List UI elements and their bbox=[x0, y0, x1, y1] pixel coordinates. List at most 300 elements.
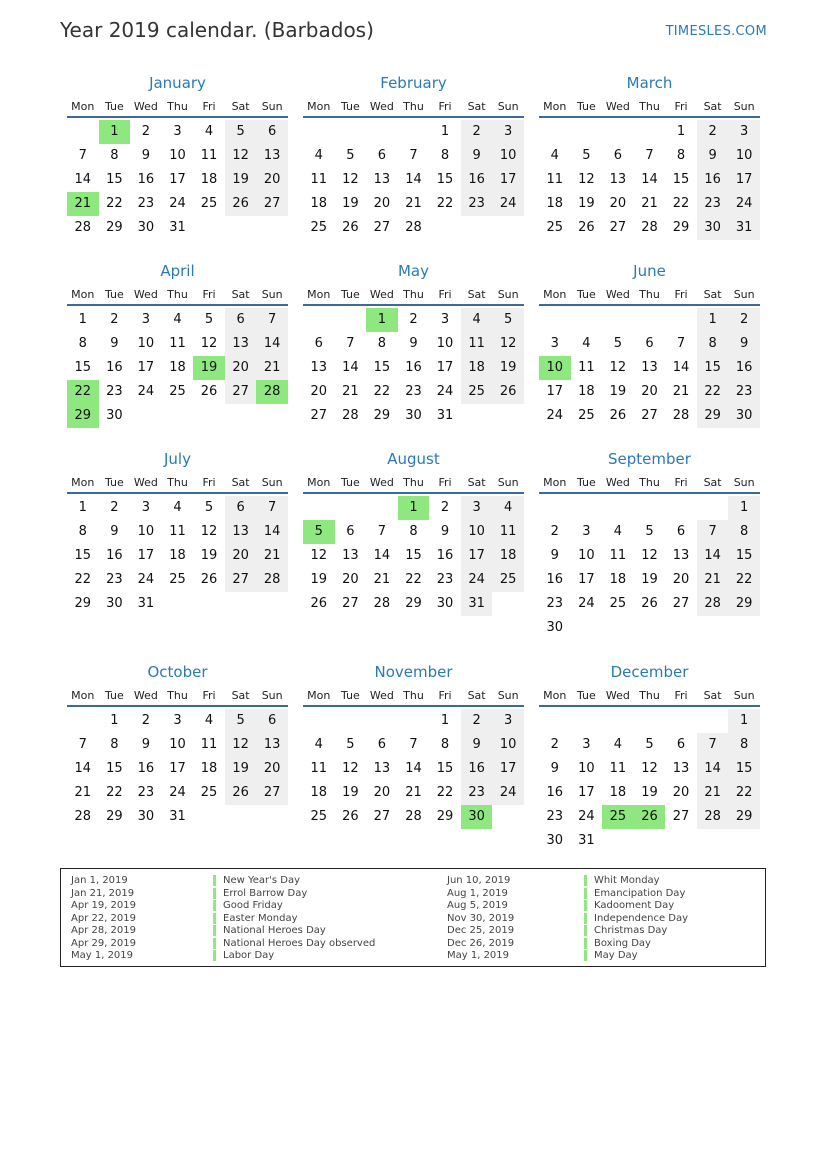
weekday-label: Wed bbox=[605, 100, 630, 113]
day-cell: 1 bbox=[78, 500, 87, 515]
weekday-label: Tue bbox=[340, 288, 360, 301]
empty-day-cell bbox=[461, 216, 493, 240]
week-row bbox=[67, 733, 288, 757]
day-cell: 28 bbox=[373, 596, 391, 611]
day-cell: 9 bbox=[728, 332, 760, 356]
weekday-label: Wed bbox=[133, 476, 158, 489]
day-cell: 25 bbox=[169, 572, 186, 587]
day-cell: 7 bbox=[645, 148, 654, 163]
day-cell: 27 bbox=[225, 380, 257, 404]
day-cell: 11 bbox=[609, 548, 627, 563]
week-row bbox=[539, 168, 760, 192]
weekday-label: Mon bbox=[71, 689, 95, 702]
day-cell: 11 bbox=[492, 520, 524, 544]
week-row bbox=[539, 192, 760, 216]
day-cell: 25 bbox=[546, 220, 564, 235]
weekday-label: Fri bbox=[202, 689, 216, 702]
day-cell: 23 bbox=[137, 785, 155, 800]
day-cell: 27 bbox=[373, 809, 391, 824]
week-row bbox=[67, 356, 288, 380]
day-cell: 17 bbox=[578, 785, 595, 800]
day-cell: 9 bbox=[550, 761, 559, 776]
day-cell: 5 bbox=[645, 524, 654, 539]
weekday-label: Sat bbox=[467, 476, 486, 489]
day-cell: 9 bbox=[461, 144, 493, 168]
legend-holiday-name: New Year's Day bbox=[213, 875, 300, 886]
month-weeks bbox=[67, 709, 288, 829]
legend-date: Jan 1, 2019 bbox=[71, 875, 128, 886]
day-cell: 8 bbox=[110, 148, 119, 163]
empty-day-cell bbox=[162, 592, 194, 616]
week-row bbox=[67, 805, 288, 829]
day-cell: 3 bbox=[461, 496, 493, 520]
month-title: June bbox=[633, 262, 666, 280]
week-row bbox=[303, 192, 524, 216]
holiday-day-cell: 1 bbox=[398, 496, 430, 520]
empty-day-cell bbox=[665, 709, 697, 733]
weekday-label: Thu bbox=[639, 100, 660, 113]
week-row bbox=[67, 404, 288, 428]
day-cell: 28 bbox=[256, 568, 288, 592]
legend-holiday-name: Good Friday bbox=[213, 900, 283, 911]
weekday-header bbox=[303, 286, 524, 306]
day-cell: 3 bbox=[440, 312, 450, 327]
day-cell: 11 bbox=[578, 360, 595, 375]
empty-day-cell bbox=[697, 709, 729, 733]
month-february bbox=[303, 73, 524, 261]
day-cell: 23 bbox=[436, 572, 454, 587]
day-cell: 15 bbox=[728, 757, 760, 781]
month-title: December bbox=[610, 663, 689, 681]
day-cell: 5 bbox=[204, 312, 214, 327]
weekday-label: Mon bbox=[71, 100, 95, 113]
empty-day-cell bbox=[67, 120, 99, 144]
empty-day-cell bbox=[303, 709, 335, 733]
legend-line bbox=[584, 913, 688, 926]
day-cell: 30 bbox=[106, 408, 123, 423]
empty-day-cell bbox=[225, 592, 257, 616]
day-cell: 2 bbox=[697, 120, 729, 144]
day-cell: 1 bbox=[676, 124, 686, 139]
month-title: October bbox=[147, 663, 208, 681]
day-cell: 27 bbox=[256, 192, 288, 216]
day-cell: 7 bbox=[377, 524, 387, 539]
day-cell: 22 bbox=[728, 568, 760, 592]
day-cell: 25 bbox=[578, 408, 595, 423]
day-cell: 23 bbox=[461, 192, 493, 216]
day-cell: 18 bbox=[609, 572, 627, 587]
day-cell: 13 bbox=[256, 144, 288, 168]
day-cell: 28 bbox=[672, 408, 690, 423]
weekday-label: Tue bbox=[104, 689, 124, 702]
day-cell: 16 bbox=[106, 548, 123, 563]
week-row bbox=[303, 356, 524, 380]
day-cell: 9 bbox=[141, 148, 151, 163]
empty-day-cell bbox=[162, 404, 194, 428]
day-cell: 16 bbox=[106, 360, 123, 375]
day-cell: 5 bbox=[225, 120, 257, 144]
day-cell: 14 bbox=[697, 757, 729, 781]
day-cell: 28 bbox=[405, 809, 422, 824]
day-cell: 8 bbox=[78, 336, 87, 351]
day-cell: 24 bbox=[492, 781, 524, 805]
day-cell: 9 bbox=[110, 524, 119, 539]
empty-day-cell bbox=[602, 616, 634, 640]
day-cell: 11 bbox=[461, 332, 493, 356]
week-row bbox=[67, 380, 288, 404]
empty-day-cell bbox=[335, 709, 367, 733]
empty-day-cell bbox=[539, 120, 571, 144]
weekday-label: Sat bbox=[703, 476, 722, 489]
weekday-label: Wed bbox=[369, 288, 394, 301]
day-cell: 3 bbox=[728, 120, 760, 144]
day-cell: 16 bbox=[728, 356, 760, 380]
day-cell: 18 bbox=[578, 384, 595, 399]
month-july bbox=[67, 449, 288, 662]
day-cell: 8 bbox=[78, 524, 87, 539]
day-cell: 29 bbox=[373, 408, 391, 423]
day-cell: 17 bbox=[461, 544, 493, 568]
weekday-label: Thu bbox=[167, 288, 188, 301]
holiday-day-cell: 21 bbox=[67, 192, 99, 216]
day-cell: 4 bbox=[550, 148, 559, 163]
day-cell: 30 bbox=[137, 220, 155, 235]
day-cell: 20 bbox=[225, 356, 257, 380]
day-cell: 30 bbox=[436, 596, 454, 611]
week-row bbox=[539, 592, 760, 616]
day-cell: 18 bbox=[546, 196, 564, 211]
empty-day-cell bbox=[539, 496, 571, 520]
month-weeks bbox=[539, 308, 760, 428]
day-cell: 25 bbox=[310, 220, 328, 235]
day-cell: 23 bbox=[728, 380, 760, 404]
day-cell: 14 bbox=[256, 520, 288, 544]
day-cell: 2 bbox=[550, 524, 559, 539]
day-cell: 1 bbox=[78, 312, 87, 327]
empty-day-cell bbox=[602, 496, 634, 520]
day-cell: 24 bbox=[436, 384, 454, 399]
week-row bbox=[539, 781, 760, 805]
day-cell: 2 bbox=[141, 124, 151, 139]
day-cell: 7 bbox=[346, 336, 355, 351]
day-cell: 27 bbox=[641, 408, 658, 423]
day-cell: 22 bbox=[405, 572, 422, 587]
empty-day-cell bbox=[634, 120, 666, 144]
empty-day-cell bbox=[539, 709, 571, 733]
weekday-label: Mon bbox=[543, 100, 567, 113]
day-cell: 18 bbox=[609, 785, 627, 800]
day-cell: 22 bbox=[373, 384, 391, 399]
day-cell: 22 bbox=[106, 785, 123, 800]
weekday-header bbox=[67, 474, 288, 494]
day-cell: 28 bbox=[342, 408, 359, 423]
week-row bbox=[303, 568, 524, 592]
day-cell: 29 bbox=[436, 809, 454, 824]
day-cell: 5 bbox=[613, 336, 623, 351]
day-cell: 3 bbox=[582, 524, 591, 539]
empty-day-cell bbox=[665, 616, 697, 640]
day-cell: 1 bbox=[440, 713, 450, 728]
day-cell: 29 bbox=[74, 596, 92, 611]
day-cell: 24 bbox=[461, 568, 493, 592]
legend-line bbox=[584, 875, 688, 888]
day-cell: 7 bbox=[697, 520, 729, 544]
weekday-label: Thu bbox=[167, 689, 188, 702]
day-cell: 20 bbox=[373, 196, 391, 211]
day-cell: 3 bbox=[141, 500, 151, 515]
day-cell: 31 bbox=[169, 220, 186, 235]
day-cell: 10 bbox=[492, 733, 524, 757]
weekday-label: Sat bbox=[703, 100, 722, 113]
empty-day-cell bbox=[665, 829, 697, 853]
day-cell: 20 bbox=[256, 168, 288, 192]
month-title: April bbox=[160, 262, 195, 280]
week-row bbox=[303, 144, 524, 168]
month-title: November bbox=[374, 663, 453, 681]
weekday-label: Mon bbox=[307, 288, 331, 301]
month-weeks bbox=[539, 120, 760, 240]
legend-holiday-name: Christmas Day bbox=[584, 925, 667, 936]
day-cell: 19 bbox=[342, 785, 359, 800]
weekday-label: Tue bbox=[576, 476, 596, 489]
empty-day-cell bbox=[303, 120, 335, 144]
day-cell: 15 bbox=[672, 172, 690, 187]
weekday-label: Fri bbox=[438, 100, 452, 113]
weekday-label: Mon bbox=[71, 288, 95, 301]
day-cell: 19 bbox=[200, 548, 218, 563]
week-row bbox=[67, 757, 288, 781]
legend-date: Jan 21, 2019 bbox=[71, 887, 135, 899]
empty-day-cell bbox=[193, 805, 225, 829]
day-cell: 21 bbox=[697, 568, 729, 592]
weekday-label: Mon bbox=[543, 689, 567, 702]
day-cell: 27 bbox=[609, 220, 627, 235]
day-cell: 12 bbox=[200, 524, 218, 539]
day-cell: 10 bbox=[578, 761, 595, 776]
day-cell: 16 bbox=[461, 168, 493, 192]
day-cell: 2 bbox=[440, 500, 450, 515]
legend-date: Dec 26, 2019 bbox=[447, 937, 515, 949]
day-cell: 6 bbox=[676, 737, 686, 752]
day-cell: 8 bbox=[377, 336, 387, 351]
calendar-grid bbox=[67, 73, 760, 850]
empty-day-cell bbox=[335, 120, 367, 144]
holiday-day-cell: 1 bbox=[99, 120, 131, 144]
day-cell: 24 bbox=[728, 192, 760, 216]
day-cell: 28 bbox=[641, 220, 658, 235]
day-cell: 27 bbox=[373, 220, 391, 235]
day-cell: 2 bbox=[461, 709, 493, 733]
day-cell: 10 bbox=[137, 336, 155, 351]
legend-date: Dec 25, 2019 bbox=[447, 925, 515, 936]
month-weeks bbox=[303, 120, 524, 240]
day-cell: 6 bbox=[225, 308, 257, 332]
day-cell: 21 bbox=[405, 196, 422, 211]
weekday-label: Fri bbox=[202, 100, 216, 113]
legend-holiday-name: Errol Barrow Day bbox=[213, 888, 307, 899]
month-weeks bbox=[539, 709, 760, 853]
legend-line bbox=[584, 900, 688, 913]
weekday-label: Wed bbox=[133, 100, 158, 113]
month-title: August bbox=[387, 450, 440, 468]
day-cell: 16 bbox=[546, 785, 564, 800]
weekday-label: Sat bbox=[467, 100, 486, 113]
legend-line bbox=[584, 888, 688, 901]
day-cell: 2 bbox=[550, 737, 559, 752]
empty-day-cell bbox=[492, 216, 524, 240]
day-cell: 13 bbox=[256, 733, 288, 757]
week-row bbox=[539, 356, 760, 380]
empty-day-cell bbox=[697, 496, 729, 520]
weekday-label: Tue bbox=[104, 476, 124, 489]
week-row bbox=[303, 781, 524, 805]
day-cell: 6 bbox=[613, 148, 623, 163]
empty-day-cell bbox=[366, 120, 398, 144]
week-row bbox=[539, 308, 760, 332]
empty-day-cell bbox=[492, 592, 524, 616]
empty-day-cell bbox=[256, 805, 288, 829]
day-cell: 21 bbox=[256, 356, 288, 380]
day-cell: 14 bbox=[373, 548, 391, 563]
day-cell: 16 bbox=[137, 172, 155, 187]
day-cell: 26 bbox=[310, 596, 328, 611]
month-weeks bbox=[303, 308, 524, 428]
week-row bbox=[67, 332, 288, 356]
site-link[interactable]: TIMESLES.COM bbox=[665, 24, 767, 39]
day-cell: 22 bbox=[697, 380, 729, 404]
holiday-day-cell: 19 bbox=[193, 356, 225, 380]
day-cell: 24 bbox=[169, 196, 186, 211]
weekday-label: Sun bbox=[733, 100, 755, 113]
day-cell: 3 bbox=[141, 312, 151, 327]
day-cell: 17 bbox=[137, 360, 155, 375]
day-cell: 13 bbox=[672, 548, 690, 563]
day-cell: 13 bbox=[310, 360, 328, 375]
week-row bbox=[303, 216, 524, 240]
month-march bbox=[539, 73, 760, 261]
empty-day-cell bbox=[225, 404, 257, 428]
day-cell: 7 bbox=[78, 737, 87, 752]
day-cell: 12 bbox=[200, 336, 218, 351]
day-cell: 7 bbox=[256, 496, 288, 520]
weekday-label: Sun bbox=[497, 288, 519, 301]
day-cell: 21 bbox=[641, 196, 658, 211]
day-cell: 16 bbox=[436, 548, 454, 563]
day-cell: 3 bbox=[492, 709, 524, 733]
empty-day-cell bbox=[256, 216, 288, 240]
day-cell: 30 bbox=[546, 833, 564, 848]
month-september bbox=[539, 449, 760, 662]
empty-day-cell bbox=[539, 308, 571, 332]
legend-holiday-name: Emancipation Day bbox=[584, 888, 685, 899]
weekday-label: Thu bbox=[639, 288, 660, 301]
weekday-label: Fri bbox=[438, 689, 452, 702]
week-row bbox=[67, 216, 288, 240]
month-title: July bbox=[164, 450, 191, 468]
day-cell: 3 bbox=[492, 120, 524, 144]
legend-left-dates bbox=[71, 875, 136, 963]
legend-holiday-name: National Heroes Day observed bbox=[213, 938, 375, 949]
day-cell: 9 bbox=[550, 548, 559, 563]
legend-holiday-name: National Heroes Day bbox=[213, 925, 326, 936]
legend-holiday-name: Independence Day bbox=[584, 913, 688, 924]
day-cell: 11 bbox=[546, 172, 564, 187]
weekday-label: Fri bbox=[674, 288, 688, 301]
day-cell: 18 bbox=[310, 196, 328, 211]
day-cell: 11 bbox=[310, 172, 328, 187]
holiday-day-cell: 28 bbox=[256, 380, 288, 404]
empty-day-cell bbox=[225, 216, 257, 240]
weekday-header bbox=[303, 687, 524, 707]
empty-day-cell bbox=[303, 308, 335, 332]
day-cell: 10 bbox=[169, 148, 186, 163]
weekday-label: Mon bbox=[307, 100, 331, 113]
weekday-header bbox=[303, 474, 524, 494]
empty-day-cell bbox=[602, 829, 634, 853]
day-cell: 5 bbox=[645, 737, 654, 752]
week-row bbox=[303, 805, 524, 829]
week-row bbox=[303, 120, 524, 144]
day-cell: 27 bbox=[672, 809, 690, 824]
week-row bbox=[539, 544, 760, 568]
weekday-label: Sun bbox=[261, 476, 283, 489]
day-cell: 21 bbox=[256, 544, 288, 568]
day-cell: 29 bbox=[697, 404, 729, 428]
day-cell: 5 bbox=[582, 148, 591, 163]
weekday-label: Fri bbox=[674, 476, 688, 489]
day-cell: 30 bbox=[137, 809, 155, 824]
day-cell: 1 bbox=[110, 713, 119, 728]
weekday-label: Sat bbox=[467, 288, 486, 301]
day-cell: 20 bbox=[256, 757, 288, 781]
day-cell: 8 bbox=[728, 520, 760, 544]
week-row bbox=[539, 520, 760, 544]
legend-line bbox=[213, 900, 375, 913]
day-cell: 23 bbox=[697, 192, 729, 216]
weekday-label: Tue bbox=[576, 100, 596, 113]
weekday-label: Tue bbox=[576, 689, 596, 702]
day-cell: 27 bbox=[256, 781, 288, 805]
day-cell: 30 bbox=[405, 408, 422, 423]
day-cell: 7 bbox=[676, 336, 686, 351]
month-april bbox=[67, 261, 288, 449]
day-cell: 3 bbox=[550, 336, 559, 351]
week-row bbox=[303, 404, 524, 428]
holiday-legend bbox=[60, 868, 766, 967]
day-cell: 23 bbox=[137, 196, 155, 211]
empty-day-cell bbox=[303, 496, 335, 520]
week-row bbox=[303, 496, 524, 520]
weekday-label: Wed bbox=[369, 689, 394, 702]
day-cell: 7 bbox=[256, 308, 288, 332]
day-cell: 6 bbox=[346, 524, 355, 539]
day-cell: 14 bbox=[405, 761, 422, 776]
month-title: February bbox=[380, 74, 447, 92]
day-cell: 4 bbox=[173, 312, 182, 327]
day-cell: 17 bbox=[492, 168, 524, 192]
month-weeks bbox=[303, 496, 524, 616]
day-cell: 1 bbox=[728, 496, 760, 520]
weekday-label: Tue bbox=[340, 100, 360, 113]
day-cell: 10 bbox=[578, 548, 595, 563]
day-cell: 26 bbox=[225, 192, 257, 216]
empty-day-cell bbox=[602, 120, 634, 144]
week-row bbox=[67, 592, 288, 616]
week-row bbox=[67, 192, 288, 216]
day-cell: 7 bbox=[409, 737, 418, 752]
day-cell: 10 bbox=[461, 520, 493, 544]
empty-day-cell bbox=[366, 709, 398, 733]
